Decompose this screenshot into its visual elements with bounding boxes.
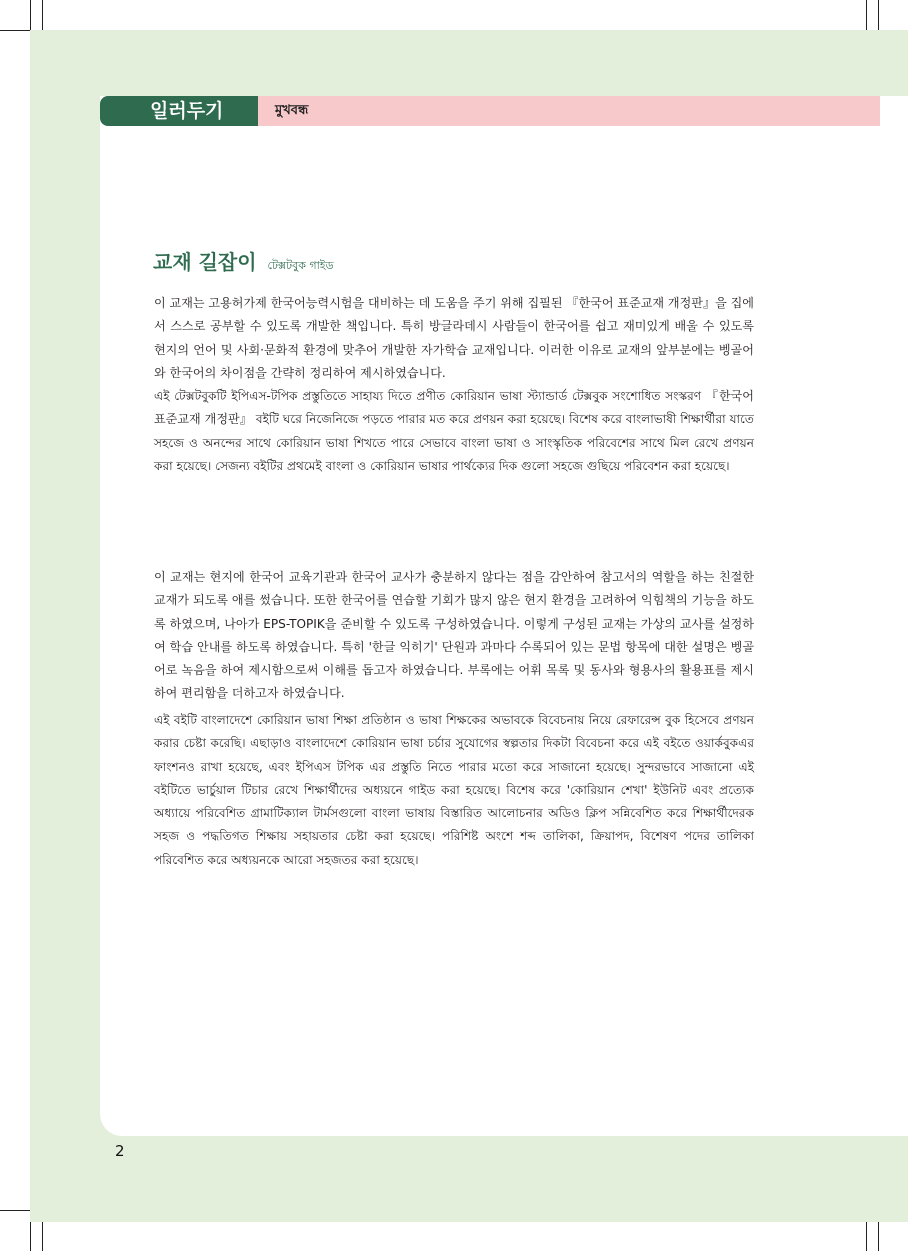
section-subtitle: টেক্সটবুক গাইড bbox=[267, 259, 334, 272]
crop-mark bbox=[0, 1210, 30, 1211]
crop-mark bbox=[42, 0, 43, 30]
crop-mark bbox=[878, 0, 879, 30]
page-number: 2 bbox=[115, 1142, 125, 1160]
paragraph-bengali-1: এই টেক্সটবুকটি ইপিএস-টপিক প্রস্তুতিতে সাহায্য দিতে প্রণীত কোরিয়ান ভাষা স্ট্যান্ডার্ড টেক্সবুক সংশোধিত সংস্করণ 『한국어 표준교재 개정판』 বইটি ঘরে নিজেনিজে পড়তে পারার মত করে প্রণয়ন করা হয়েছে। বিশেষ করে বাংলাভাষী শিক্ষার্থীরা যাতে সহজে ও অনন্দের সাথে কোরিয়ান ভাষা শিখতে পারে সেভাবে বাংলা ভাষা ও সাংস্কৃতিক পরিবেশের সাথে মিল রেখে প্রণয়ন করা হয়েছে। সেজন্য বইটির প্রথমেই বাংলা ও কোরিয়ান ভাষার পার্থক্যের দিক গুলো সহজে গুছিয়ে পরিবেশন করা হয়েছে। bbox=[154, 389, 754, 473]
header-tab-label: 일러두기 bbox=[100, 96, 258, 126]
section-title: 교재 길잡이 bbox=[153, 250, 257, 274]
crop-mark bbox=[866, 0, 867, 30]
section-heading bbox=[153, 246, 334, 276]
crop-mark bbox=[30, 0, 31, 30]
crop-mark bbox=[0, 30, 30, 31]
crop-mark bbox=[42, 1221, 43, 1251]
crop-mark bbox=[866, 1221, 867, 1251]
header-sub-label: মুখবন্ধ bbox=[275, 103, 309, 118]
paragraph-bengali-2: এই বইটি বাংলাদেশে কোরিয়ান ভাষা শিক্ষা প্রতিষ্ঠান ও ভাষা শিক্ষকের অভাবকে বিবেচনায় নিয়ে রেফারেন্স বুক হিসেবে প্রণয়ন করার চেষ্টা করেছি। এছাড়াও বাংলাদেশে কোরিয়ান ভাষা চর্চার সুযোগের স্বল্পতার দিকটা বিবেচনা করে এই বইতে ওয়ার্কবুকএর ফাংশনও রাখা হয়েছে, এবং ইপিএস টপিক এর প্রস্তুতি নিতে পারার মতো করে সাজানো হয়েছে। সুন্দরভাবে সাজানো এই বইটিতে ভার্চুয়াল টিচার রেখে শিক্ষার্থীদের অধ্যয়নে গাইড করা হয়েছে। বিশেষ করে 'কোরিয়ান শেখা' ইউনিট এবং প্রত্যেক অধ্যায়ে পরিবেশিত গ্রামাটিক্যাল টার্মসগুলো বাংলা ভাষায় বিস্তারিত আলোচনার অডিও ক্লিপ সন্নিবেশিত করে শিক্ষার্থীদেরক সহজ ও পদ্ধতিগত শিক্ষায় সহায়তার চেষ্টা করা হয়েছে। পরিশিষ্ট অংশে শব্দ তালিকা, ক্রিয়াপদ, বিশেষণ পদের তালিকা পরিবেশিত করে অধ্যয়নকে আরো সহজতর করা হয়েছে। bbox=[154, 713, 754, 867]
crop-mark bbox=[30, 1221, 31, 1251]
paragraph-korean-1: 이 교재는 고용허가제 한국어능력시험을 대비하는 데 도움을 주기 위해 집필된 『한국어 표준교재 개정판』을 집에서 스스로 공부할 수 있도록 개발한 책입니다. 특히 방글라데시 사람들이 한국어를 쉽고 재미있게 배울 수 있도록 현지의 언어 및 사회·문화적 환경에 맞추어 개발한 자가학습 교재입니다. 이러한 이유로 교재의 앞부분에는 벵골어와 한국어의 차이점을 간략히 정리하여 제시하였습니다. bbox=[154, 296, 754, 380]
crop-mark bbox=[878, 1221, 879, 1251]
header-bar bbox=[258, 96, 880, 126]
paragraph-korean-2: 이 교재는 현지에 한국어 교육기관과 한국어 교사가 충분하지 않다는 점을 감안하여 참고서의 역할을 하는 친절한 교재가 되도록 애를 썼습니다. 또한 한국어를 연습할 기회가 많지 않은 현지 환경을 고려하여 익힘책의 기능을 하도록 하였으며, 나아가 EPS-TOPIK을 준비할 수 있도록 구성하였습니다. 이렇게 구성된 교재는 가상의 교사를 설정하여 학습 안내를 하도록 하였습니다. 특히 '한글 익히기' 단원과 과마다 수록되어 있는 문법 항목에 대한 설명은 벵골어로 녹음을 하여 제시함으로써 이해를 돕고자 하였습니다. 부록에는 어휘 목록 및 동사와 형용사의 활용표를 제시하여 편리함을 더하고자 하였습니다. bbox=[154, 570, 754, 701]
